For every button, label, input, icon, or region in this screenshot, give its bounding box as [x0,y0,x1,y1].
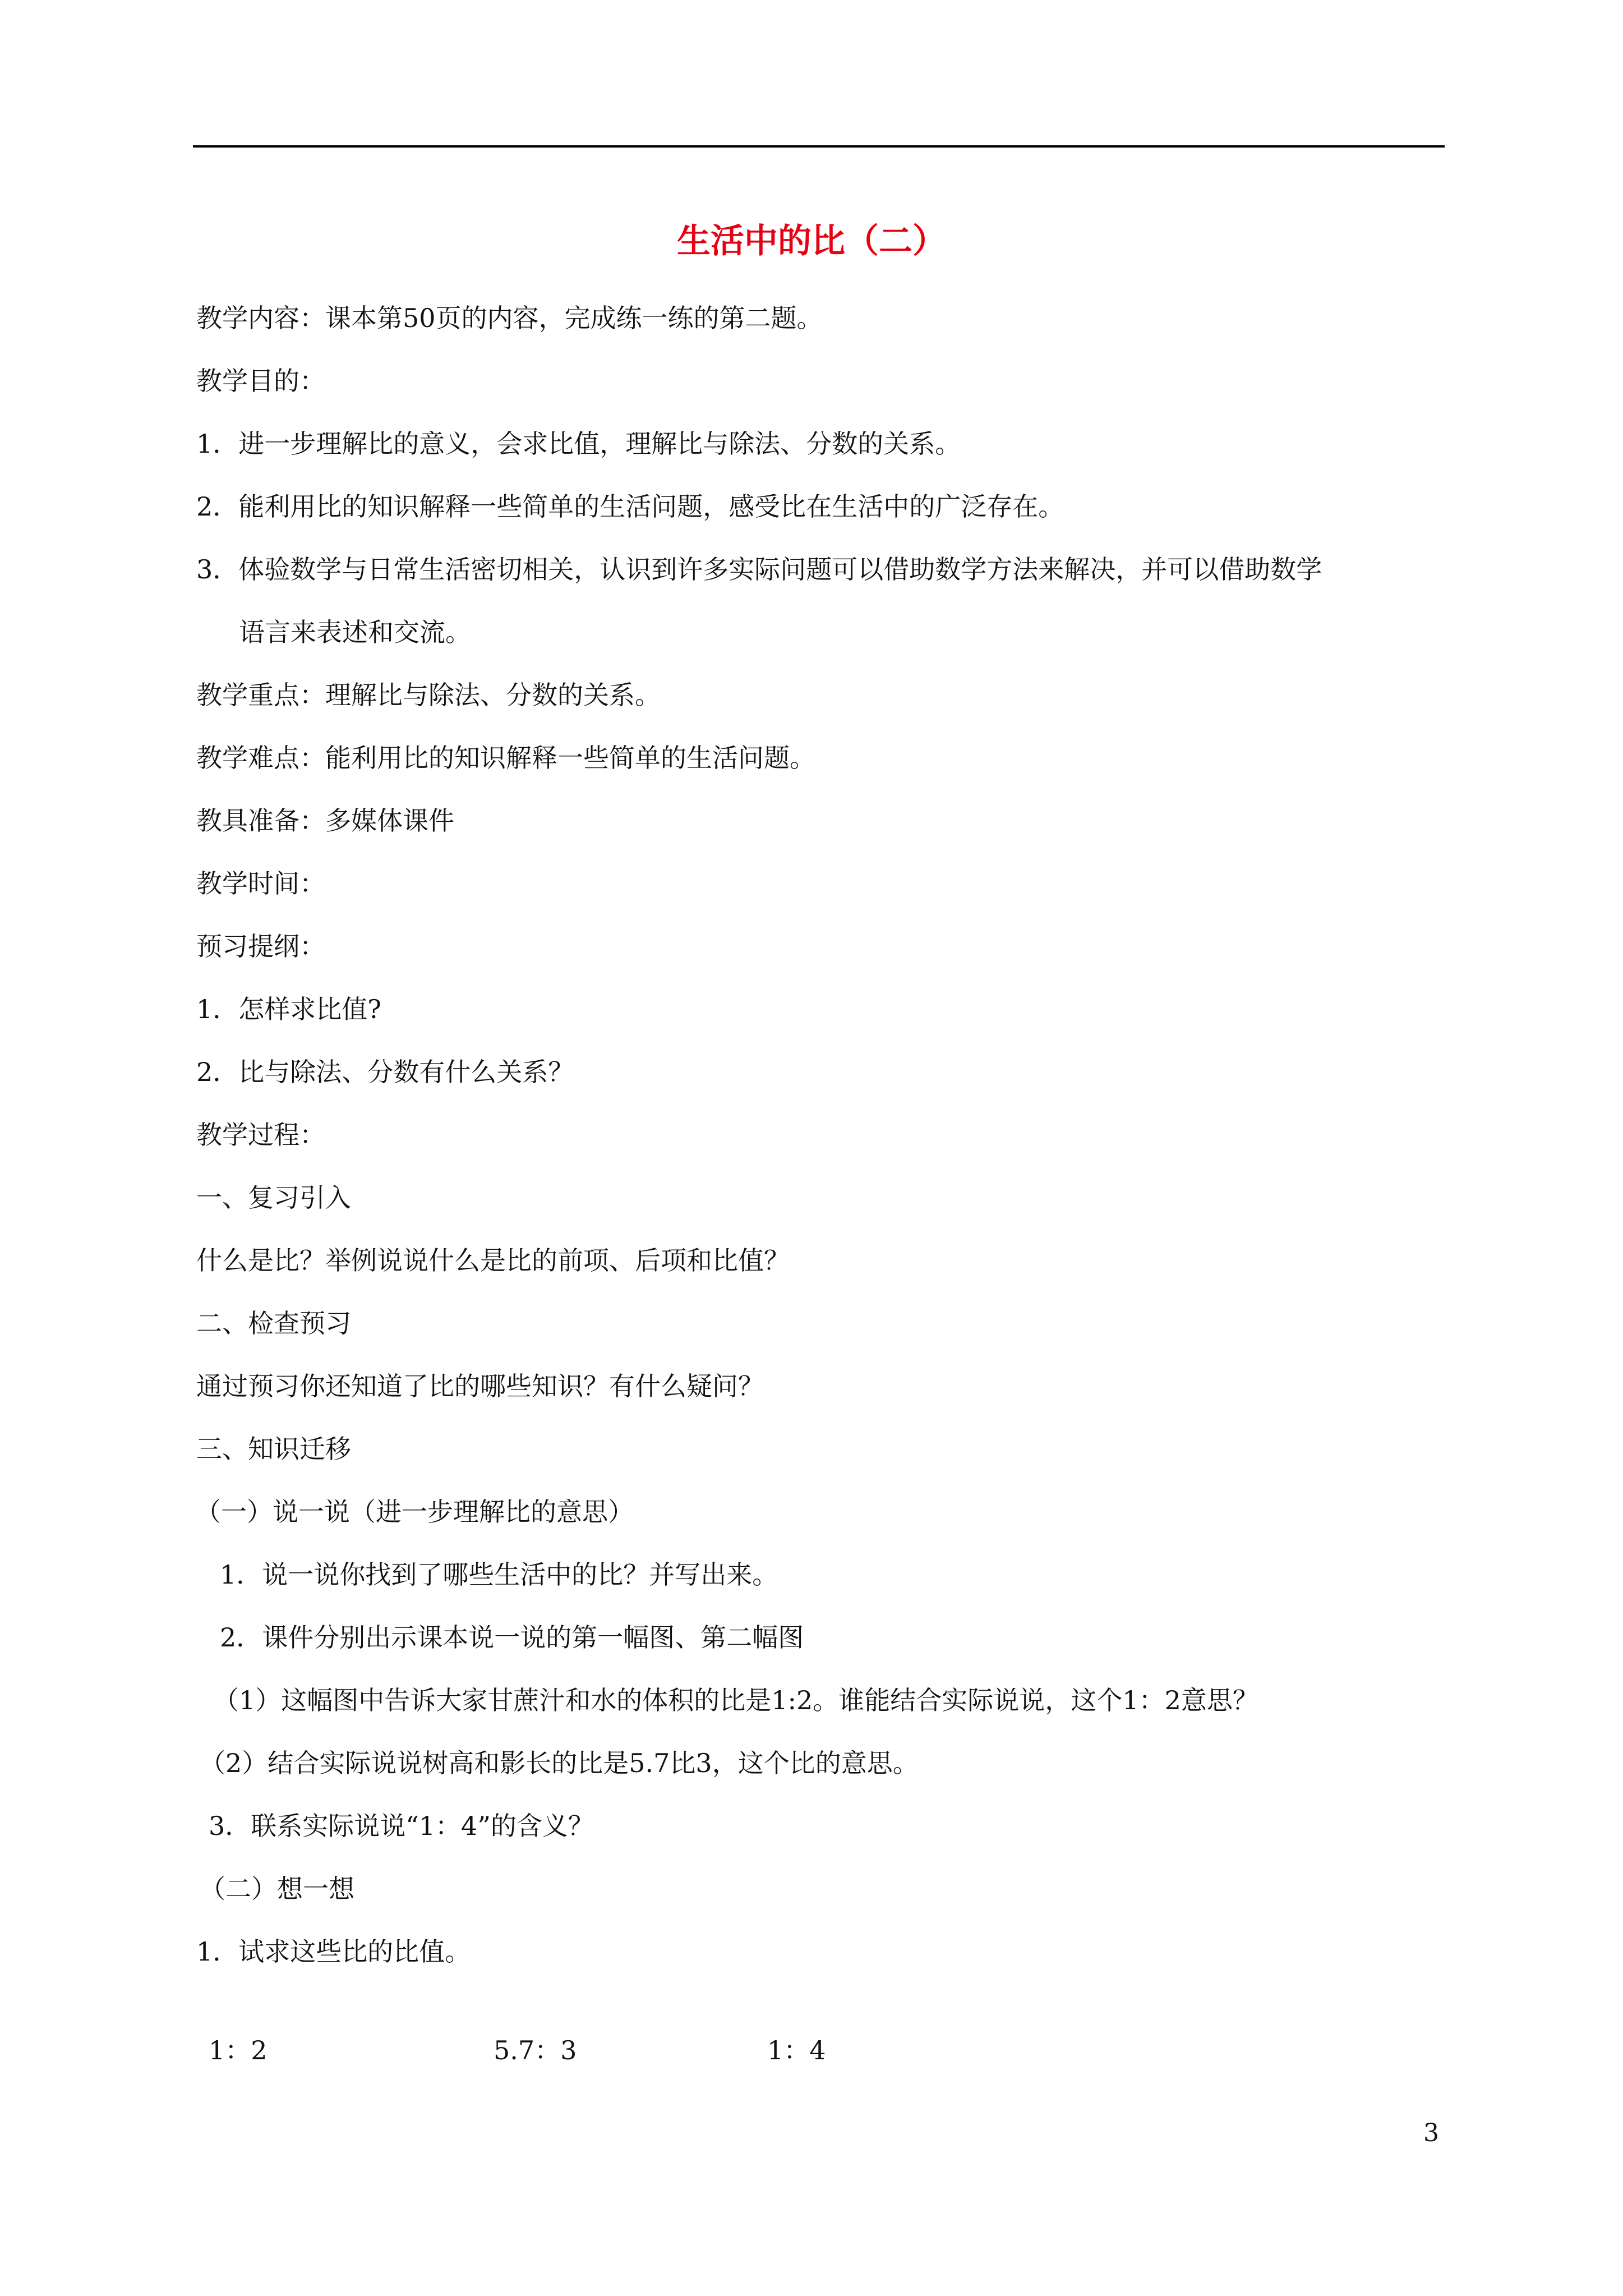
teaching-time: 教学时间： [196,868,325,899]
header-rule [193,145,1445,148]
subsection-1-item-1: 1．说一说你找到了哪些生活中的比？并写出来。 [220,1559,778,1590]
subsection-1-item-2-part-1: （1）这幅图中告诉大家甘蔗汁和水的体积的比是1:2。谁能结合实际说说，这个1：2意思？ [213,1685,1258,1715]
section-2-heading: 二、检查预习 [196,1308,351,1338]
ratio-2: 5.7：3 [494,2035,577,2065]
goal-3-continued: 语言来表述和交流。 [239,617,471,647]
section-3-heading: 三、知识迁移 [196,1434,351,1464]
preview-question-1: 1．怎样求比值? [196,994,381,1024]
goal-1: 1．进一步理解比的意义，会求比值，理解比与除法、分数的关系。 [196,429,961,459]
teaching-goals-heading: 教学目的： [196,366,325,396]
teaching-content: 教学内容：课本第50页的内容，完成练一练的第二题。 [196,303,823,333]
page-title: 生活中的比（二） [677,222,946,261]
subsection-2-heading: （二）想一想 [200,1874,354,1904]
subsection-1-item-2-part-2: （2）结合实际说说树高和影长的比是5.7比3，这个比的意思。 [200,1748,919,1778]
section-2-text: 通过预习你还知道了比的哪些知识？有什么疑问？ [196,1371,764,1401]
page-number: 3 [1423,2119,1439,2147]
teaching-difficulty: 教学难点：能利用比的知识解释一些简单的生活问题。 [196,743,815,773]
preview-question-2: 2．比与除法、分数有什么关系？ [196,1057,574,1087]
goal-3: 3．体验数学与日常生活密切相关，认识到许多实际问题可以借助数学方法来解决，并可以借助数学 [196,554,1322,585]
teaching-focus: 教学重点：理解比与除法、分数的关系。 [196,680,661,710]
section-1-text: 什么是比？举例说说什么是比的前项、后项和比值？ [196,1245,790,1276]
section-1-heading: 一、复习引入 [196,1182,351,1213]
teaching-process-heading: 教学过程： [196,1120,325,1150]
ratio-1: 1：2 [209,2035,268,2065]
subsection-1-item-2: 2．课件分别出示课本说一说的第一幅图、第二幅图 [220,1622,804,1653]
subsection-1-heading: （一）说一说（进一步理解比的意思） [195,1497,634,1527]
preview-outline-heading: 预习提纲： [196,931,325,961]
subsection-2-item-1: 1．试求这些比的比值。 [196,1936,471,1967]
goal-2: 2．能利用比的知识解释一些简单的生活问题，感受比在生活中的广泛存在。 [196,491,1064,522]
subsection-1-item-3: 3．联系实际说说“1：4”的含义？ [209,1811,594,1841]
teaching-aids: 教具准备：多媒体课件 [196,806,454,836]
ratio-3: 1：4 [767,2035,826,2065]
